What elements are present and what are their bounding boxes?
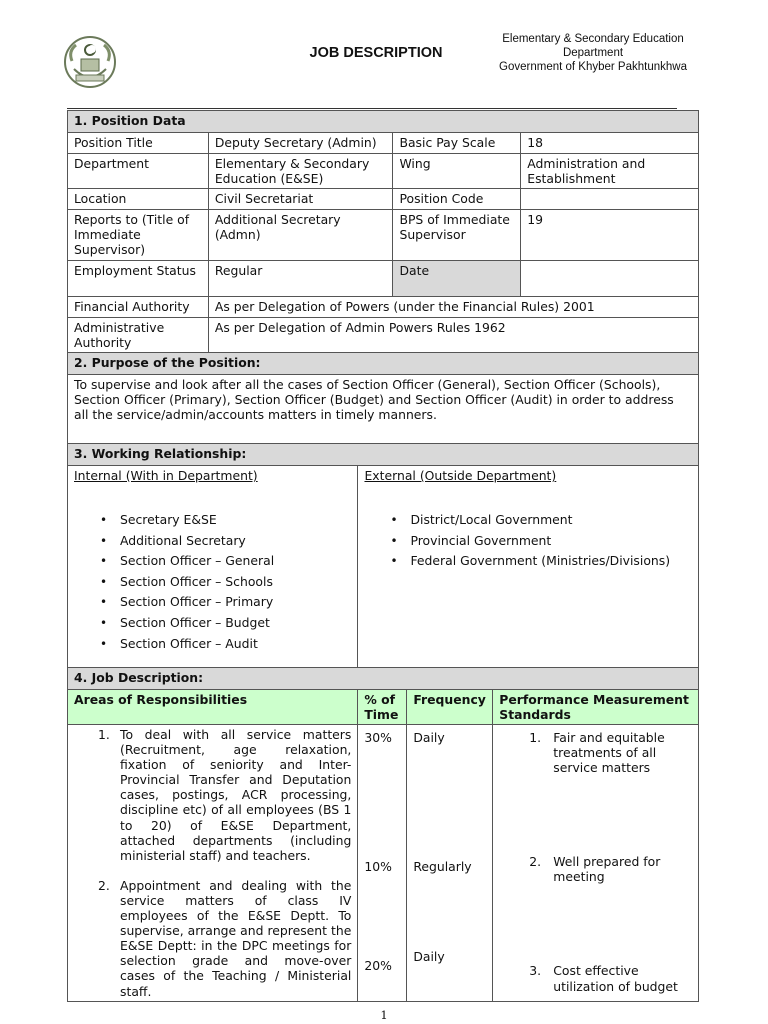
wing-value: Administration and Establishment: [521, 154, 699, 189]
position-code-label: Position Code: [393, 189, 521, 210]
item-number: 2.: [98, 877, 110, 893]
standards-cell: [493, 725, 699, 1002]
bps-supervisor-value: 19: [521, 210, 699, 261]
department-value: Elementary & Secondary Education (E&SE): [208, 154, 393, 189]
item-number: 1.: [529, 730, 542, 745]
employment-status-value: Regular: [208, 261, 393, 297]
item-number: 2.: [529, 854, 542, 870]
external-column: [358, 466, 699, 669]
dept-line-3: Government of Khyber Pakhtunkhwa: [499, 61, 687, 73]
list-item: [98, 877, 352, 999]
item-text: Cost effective utilization of budget: [553, 963, 678, 994]
position-code-value: [521, 189, 699, 210]
item-text: To deal with all service matters (Recruitment, age relaxation, fixation of seniority and Inter-Provincial Transfer and Deputation cases, postings, ACR processing, discipline etc) of all employees (BS 1 to 20) of E&SE Department, attached departments (including ministerial staff) and teachers.: [120, 727, 352, 863]
time-value: 20%: [364, 958, 392, 973]
internal-list: [74, 510, 351, 654]
bps-supervisor-label: BPS of Immediate Supervisor: [393, 210, 521, 261]
job-description-table: [67, 667, 699, 1002]
list-item: [529, 730, 692, 776]
location-label: Location: [68, 189, 209, 210]
list-item: [98, 727, 352, 863]
frequency-value: Daily: [413, 949, 445, 964]
list-item: • Section Officer – Schools: [120, 572, 351, 593]
department-header: [484, 32, 702, 74]
dept-line-1: Elementary & Secondary Education: [502, 33, 684, 45]
responsibilities-list: [74, 727, 351, 999]
government-emblem-icon: [62, 35, 118, 91]
frequency-cell: [407, 725, 493, 1002]
standards-list: [499, 727, 692, 994]
frequency-value: Regularly: [413, 859, 472, 874]
item-number: 3.: [529, 963, 542, 979]
section-4-heading: 4. Job Description:: [68, 668, 699, 690]
reports-to-label: Reports to (Title of Immediate Supervisor): [68, 210, 209, 261]
time-cell: [358, 725, 407, 1002]
list-item: • Section Officer – Audit: [120, 634, 351, 655]
col-standards-header: Performance Measurement Standards: [493, 690, 699, 725]
section-1-heading: 1. Position Data: [68, 111, 699, 133]
list-item: • Additional Secretary: [120, 531, 351, 552]
header-divider: [67, 108, 677, 109]
col-time-header: % of Time: [358, 690, 407, 725]
dept-line-2: Department: [562, 47, 624, 59]
list-item: [529, 854, 692, 885]
working-relationship-table: [67, 443, 699, 669]
list-item: • Section Officer – General: [120, 551, 351, 572]
bps-label: Basic Pay Scale: [393, 133, 521, 154]
purpose-text: To supervise and look after all the cases of Section Officer (General), Section Officer (Schools), Section Officer (Primary), Section Officer (Budget) and Section Officer (Audit) in order to address all the service/admin/accounts matters in timely manners.: [68, 375, 699, 444]
financial-authority-value: As per Delegation of Powers (under the Financial Rules) 2001: [208, 297, 698, 318]
employment-status-label: Employment Status: [68, 261, 209, 297]
section-2-heading: 2. Purpose of the Position:: [68, 353, 699, 375]
bps-value: 18: [521, 133, 699, 154]
position-title-label: Position Title: [68, 133, 209, 154]
external-label: External (Outside Department): [364, 468, 557, 483]
date-value: [521, 261, 699, 297]
item-text: Well prepared for meeting: [553, 854, 661, 885]
financial-authority-label: Financial Authority: [68, 297, 209, 318]
page-number: 1: [380, 1008, 388, 1022]
list-item: • Federal Government (Ministries/Divisions): [410, 551, 692, 572]
internal-label: Internal (With in Department): [74, 468, 258, 483]
position-title-value: Deputy Secretary (Admin): [208, 133, 393, 154]
location-value: Civil Secretariat: [208, 189, 393, 210]
reports-to-value: Additional Secretary (Admn): [208, 210, 393, 261]
frequency-value: Daily: [413, 730, 445, 745]
time-value: 30%: [364, 730, 392, 745]
responsibilities-cell: [68, 725, 358, 1002]
internal-column: [68, 466, 358, 669]
item-text: Fair and equitable treatments of all service matters: [553, 730, 665, 776]
list-item: • Provincial Government: [410, 531, 692, 552]
administrative-authority-value: As per Delegation of Admin Powers Rules 1962: [208, 318, 698, 353]
item-text: Appointment and dealing with the service matters of class IV employees of the E&SE Deptt. To supervise, arrange and represent the E&SE Deptt: in the DPC meetings for selection grade and move-over cases of the Teaching / Ministerial staff.: [120, 877, 352, 999]
list-item: [529, 963, 692, 994]
list-item: • Section Officer – Budget: [120, 613, 351, 634]
department-label: Department: [68, 154, 209, 189]
date-label: Date: [393, 261, 521, 297]
list-item: • District/Local Government: [410, 510, 692, 531]
section-3-heading: 3. Working Relationship:: [68, 444, 699, 466]
list-item: • Section Officer – Primary: [120, 592, 351, 613]
item-number: 1.: [98, 727, 110, 742]
administrative-authority-label: Administrative Authority: [68, 318, 209, 353]
external-list: [364, 510, 692, 572]
col-frequency-header: Frequency: [407, 690, 493, 725]
page-title: JOB DESCRIPTION: [309, 45, 443, 61]
wing-label: Wing: [393, 154, 521, 189]
list-item: • Secretary E&SE: [120, 510, 351, 531]
position-data-table: [67, 110, 699, 444]
time-value: 10%: [364, 859, 392, 874]
col-areas-header: Areas of Responsibilities: [68, 690, 358, 725]
